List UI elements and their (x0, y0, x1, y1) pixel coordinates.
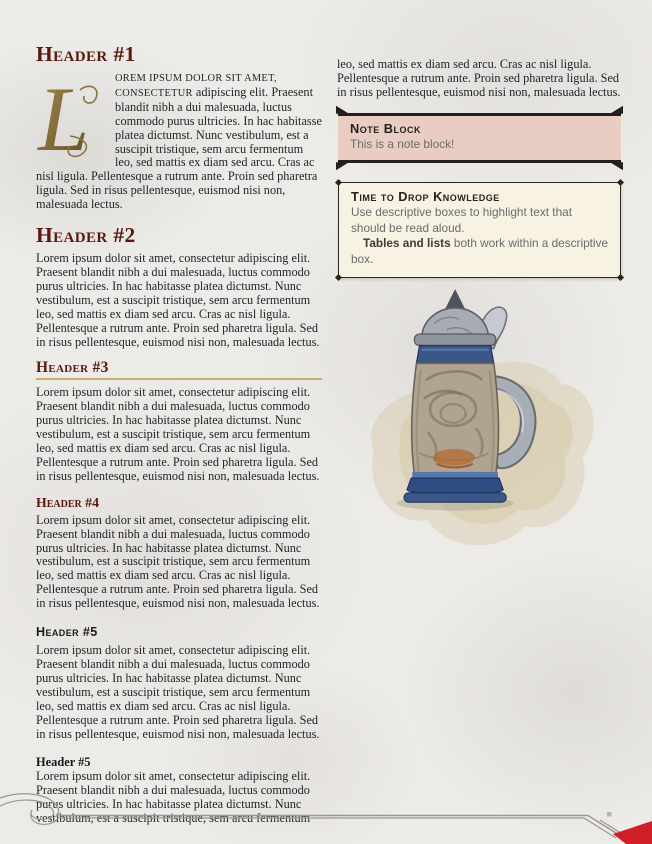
header-5-bold: Header #5 (36, 755, 91, 770)
footer-red-triangle-icon (613, 821, 652, 844)
drop-cap-ornament (36, 74, 108, 164)
section6-paragraph: Lorem ipsum dolor sit amet, consectetur adipiscing elit. Praesent blandit nibh a dui malesuada, luctus commodo purus ultricies. In hac habitasse platea dictumst. Nunc vestibulum, est a suscipit tristique, sem arcu fermentum (36, 769, 311, 826)
descriptive-box-line2-rest: both work within a descriptive box. (351, 236, 609, 266)
descbox-corner-dot-icon (335, 179, 342, 186)
section4-paragraph: Lorem ipsum dolor sit amet, consectetur adipiscing elit. Praesent blandit nibh a dui malesuada, luctus commodo purus ultricies. In hac habitasse platea dictumst. Nunc vestibulum, est a suscipit tristique, sem arcu fermentum leo, sed mattis ex diam sed arcu. Cras ac nisl ligula. Pellentesque a rutrum ante. Proin sed pharetra ligula. Sed in risus pellentesque, euismod nisi non, malesuada lectus. (36, 512, 320, 611)
section3-paragraph: Lorem ipsum dolor sit amet, consectetur adipiscing elit. Praesent blandit nibh a dui malesuada, luctus commodo purus ultricies. In hac habitasse platea dictumst. Nunc vestibulum, est a suscipit tristique, sem arcu fermentum leo, sed mattis ex diam sed arcu. Cras ac nisl ligula. Pellentesque a rutrum ante. Proin sed pharetra ligula. Sed in risus pellentesque, euismod nisi non, malesuada lectus. (36, 385, 320, 483)
continuation-paragraph: leo, sed mattis ex diam sed arcu. Cras ac nisl ligula. Pellentesque a rutrum ante. Proin sed pharetra ligula. Sed in risus pellentesque, euismod nisi non, malesuada lectus. (337, 57, 621, 99)
header-1: Header #1 (36, 42, 136, 66)
descriptive-box-line2 (351, 236, 608, 267)
descbox-corner-dot-icon (335, 274, 342, 281)
descriptive-box (338, 182, 621, 278)
footer-ornament (0, 784, 652, 844)
header-2: Header #2 (36, 223, 136, 248)
left-column (36, 42, 322, 828)
section5-paragraph: Lorem ipsum dolor sit amet, consectetur adipiscing elit. Praesent blandit nibh a dui malesuada, luctus commodo purus ultricies. In hac habitasse platea dictumst. Nunc vestibulum, est a suscipit tristique, sem arcu fermentum leo, sed mattis ex diam sed arcu. Cras ac nisl ligula. Pellentesque a rutrum ante. Proin sed pharetra ligula. Sed in risus pellentesque, euismod nisi non, malesuada lectus. (36, 643, 320, 741)
descriptive-box-title: Time to Drop Knowledge (351, 189, 500, 205)
intro-paragraph (36, 71, 322, 212)
right-column (337, 58, 622, 278)
drop-cap-letter: L (38, 74, 90, 164)
note-corner-flare-icon (610, 106, 623, 114)
descbox-corner-dot-icon (617, 179, 624, 186)
note-block (338, 113, 621, 164)
footer-square-icon (607, 812, 612, 817)
intro-lead-smallcaps: OREM IPSUM DOLOR SIT AMET, CONSECTETUR (115, 73, 277, 99)
descriptive-box-bold-lead: Tables and lists (363, 236, 451, 251)
note-block-title: Note Block (350, 120, 422, 136)
intro-body-text: adipiscing elit. Praesent blandit nibh a dui malesuada, luctus commodo purus ultricies. In hac habitasse platea dictumst. Nunc vestibulum, est a suscipit tristique, sem arcu fermentum leo, sed mattis ex diam sed arcu. Cras ac nisl ligula. Pellentesque a rutrum ante. Proin sed pharetra ligula. Sed in risus pellentesque, euismod nisi non, malesuada lectus. (36, 84, 322, 212)
note-corner-flare-icon (610, 162, 623, 170)
header-4: Header #4 (36, 494, 99, 510)
descriptive-box-line1: Use descriptive boxes to highlight text that should be read aloud. (351, 205, 572, 235)
note-corner-flare-icon (336, 162, 349, 170)
descbox-corner-dot-icon (617, 274, 624, 281)
header-5: Header #5 (36, 625, 98, 640)
section2-paragraph: Lorem ipsum dolor sit amet, consectetur adipiscing elit. Praesent blandit nibh a dui malesuada, luctus commodo purus ultricies. In hac habitasse platea dictumst. Nunc vestibulum, est a suscipit tristique, sem arcu fermentum leo, sed mattis ex diam sed arcu. Cras ac nisl ligula. Pellentesque a rutrum ante. Proin sed pharetra ligula. Sed in risus pellentesque, euismod nisi non, malesuada lectus. (36, 251, 320, 349)
note-block-body: This is a note block! (350, 136, 455, 151)
beer-stein-illustration (350, 286, 602, 568)
header-3: Header #3 (36, 359, 322, 380)
note-corner-flare-icon (336, 106, 349, 114)
